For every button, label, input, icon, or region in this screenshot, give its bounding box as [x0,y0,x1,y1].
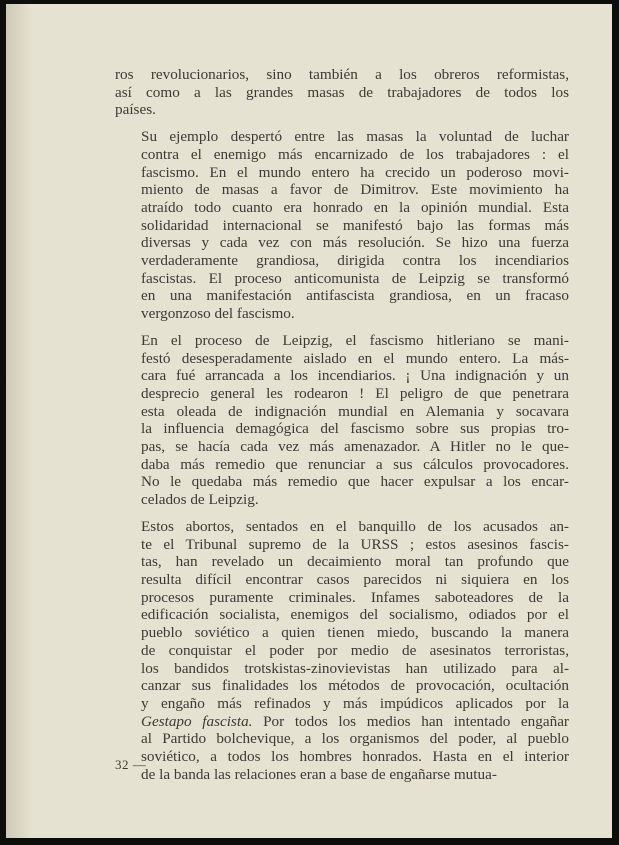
text-line: soviético, a todos los hombres honrados. Hasta en el interior [141,748,569,766]
text-line: Su ejemplo despertó entre las masas la voluntad de luchar [141,128,569,146]
text-line [115,713,569,731]
text-line: Estos abortos, sentados en el banquillo de los acusados an- [141,517,569,535]
text-line: de conquistar el poder por medio de asesinatos terroristas, [141,641,569,659]
text-fragment: Por todos los medios han intentado engañar [252,712,569,730]
page-number: 32 — [115,757,147,772]
text-line: países. [115,101,156,119]
text-line: desprecio general les rodearon ! El peligro de que penetrara [141,384,569,402]
text-line: pueblo soviético a quien tienen miedo, buscando la manera [141,624,569,642]
text-line: y engaño más refinados y más impúdicos aplicados por la [141,694,569,712]
text-line: tas, han revelado un decaimiento moral tan profundo que [141,553,569,571]
paragraph [115,332,569,509]
paragraph [115,66,569,119]
page-gutter-shadow [6,4,32,838]
text-line: cara fué arrancada a los incendiarios. ¡ Una indignación y un [141,367,569,385]
text-line: resulta difícil encontrar casos parecidos ni siquiera en los [141,570,569,588]
text-line: esta oleada de indignación mundial en Alemania y socavara [141,402,569,420]
text-line: No le quedaba más remedio que hacer expulsar a los encar- [141,473,569,491]
text-line: festó desesperadamente aislado en el mundo entero. La más- [141,349,569,367]
text-line: celados de Leipzig. [141,491,259,509]
text-line: así como a las grandes masas de trabajadores de todos los [115,83,569,101]
text-line: miento de masas a favor de Dimitrov. Este movimiento ha [141,181,569,199]
text-line: En el proceso de Leipzig, el fascismo hitleriano se mani- [141,331,569,349]
text-line: contra el enemigo más encarnizado de los trabajadores : el [141,145,569,163]
text-line: daba más remedio que renunciar a sus cálculos provocadores. [141,455,569,473]
text-line: al Partido bolchevique, a los organismos del poder, al pueblo [141,730,569,748]
body-text [115,66,569,792]
text-line: pas, se hacía cada vez más amenazador. A Hitler no le que- [141,438,569,456]
text-line: en una manifestación antifascista grandiosa, en un fracaso [141,287,569,305]
text-line: los bandidos trotskistas-zinovievistas han utilizado para al- [141,659,569,677]
text-line: fascismo. En el mundo entero ha crecido un poderoso movi- [141,163,569,181]
text-line: solidaridad internacional se manifestó bajo las formas más [141,216,569,234]
text-line: edificación socialista, enemigos del socialismo, odiados por el [141,606,569,624]
paragraph [115,128,569,323]
text-line: verdaderamente grandiosa, dirigida contra los incendiarios [141,252,569,270]
text-line: canzar sus finalidades los métodos de provocación, ocultación [141,677,569,695]
text-line: ros revolucionarios, sino también a los obreros reformistas, [115,66,569,83]
text-line: vergonzoso del fascismo. [141,305,295,323]
text-line: de la banda las relaciones eran a base de engañarse mutua- [141,765,497,783]
text-line: atraído todo cuanto era honrado en la opinión mundial. Esta [141,198,569,216]
text-line: fascistas. El proceso anticomunista de Leipzig se transformó [141,269,569,287]
text-line: diversas y cada vez con más resolución. Se hizo una fuerza [141,234,569,252]
book-page [6,4,612,838]
italic-term: Gestapo fascista. [141,712,253,730]
text-line: te el Tribunal supremo de la URSS ; estos asesinos fascis- [141,535,569,553]
text-line: la influencia demagógica del fascismo sobre sus propias tro- [141,420,569,438]
paragraph [115,518,569,784]
text-line: procesos puramente criminales. Infames saboteadores de la [141,588,569,606]
